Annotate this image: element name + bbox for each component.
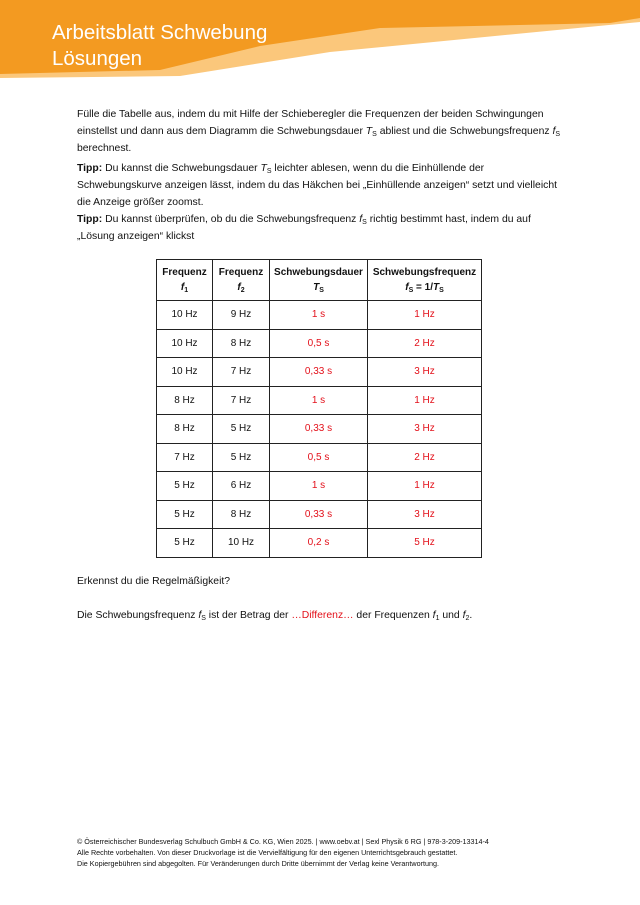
- page-title: [52, 20, 267, 72]
- cell-f2: 5 Hz: [213, 415, 270, 444]
- footer-rights: Alle Rechte vorbehalten. Von dieser Druckvorlage ist die Vervielfältigung für den eigenen Unterrichtsgebrauch gestattet.: [77, 848, 458, 857]
- cell-f2: 7 Hz: [213, 358, 270, 387]
- header-banner: [0, 0, 640, 80]
- table-body: [157, 301, 482, 558]
- cell-f1: 7 Hz: [157, 443, 213, 472]
- cell-beat-frequency: 5 Hz: [368, 529, 482, 558]
- answer-text: Die Schwebungsfrequenz $f_S$ ist der Betrag der …Differenz… der Frequenzen $f_1$ und $f_2$.: [77, 610, 473, 622]
- tip-1: Tipp: Du kannst die Schwebungsdauer $T_S$ leichter ablesen, wenn du die Einhüllende der Schwebungskurve anzeigen lässt, indem du das Häkchen bei „Einhüllende anzeigen“ setzt und vielleicht die Anzeige größer zoomst.: [77, 163, 557, 208]
- cell-f2: 7 Hz: [213, 386, 270, 415]
- cell-beat-frequency: 3 Hz: [368, 500, 482, 529]
- cell-beat-frequency: 1 Hz: [368, 472, 482, 501]
- table-row: [157, 443, 482, 472]
- cell-f2: 8 Hz: [213, 500, 270, 529]
- cell-beat-frequency: 3 Hz: [368, 415, 482, 444]
- footer: [77, 836, 489, 869]
- cell-f1: 8 Hz: [157, 386, 213, 415]
- cell-period: 1 s: [270, 301, 368, 330]
- cell-beat-frequency: 1 Hz: [368, 301, 482, 330]
- cell-f1: 10 Hz: [157, 301, 213, 330]
- cell-beat-frequency: 3 Hz: [368, 358, 482, 387]
- cell-f2: 5 Hz: [213, 443, 270, 472]
- cell-period: 0,33 s: [270, 358, 368, 387]
- cell-f2: 8 Hz: [213, 329, 270, 358]
- table-header-row: [157, 260, 482, 301]
- table-row: [157, 529, 482, 558]
- cell-period: 1 s: [270, 386, 368, 415]
- tip-2: Tipp: Du kannst überprüfen, ob du die Schwebungsfrequenz $f_S$ richtig bestimmt hast, indem du auf „Lösung anzeigen“ klickst: [77, 214, 531, 242]
- table-row: [157, 301, 482, 330]
- cell-period: 0,5 s: [270, 329, 368, 358]
- cell-f1: 5 Hz: [157, 529, 213, 558]
- cell-f1: 10 Hz: [157, 329, 213, 358]
- table-row: [157, 500, 482, 529]
- table-row: [157, 386, 482, 415]
- table-row: [157, 329, 482, 358]
- header-frequency-1: Frequenz $f_1$: [157, 260, 213, 301]
- instructions: [77, 106, 565, 245]
- table-row: [157, 472, 482, 501]
- answer-highlight: …Differenz…: [291, 610, 354, 621]
- cell-period: 0,5 s: [270, 443, 368, 472]
- header-beat-frequency: Schwebungsfrequenz $f_S = 1/T_S$: [368, 260, 482, 301]
- header-beat-period: Schwebungsdauer $T_S$: [270, 260, 368, 301]
- cell-period: 0,2 s: [270, 529, 368, 558]
- question-text: Erkennst du die Regelmäßigkeit?: [77, 576, 231, 587]
- cell-period: 0,33 s: [270, 415, 368, 444]
- footer-copyright: © Österreichischer Bundesverlag Schulbuch GmbH & Co. KG, Wien 2025. | www.oebv.at | Sexl Physik 6 RG | 978-3-209-13314-4: [77, 837, 489, 846]
- cell-period: 1 s: [270, 472, 368, 501]
- cell-period: 0,33 s: [270, 500, 368, 529]
- cell-f2: 6 Hz: [213, 472, 270, 501]
- cell-f1: 8 Hz: [157, 415, 213, 444]
- title-line-2: Lösungen: [52, 47, 143, 70]
- cell-f2: 9 Hz: [213, 301, 270, 330]
- header-frequency-2: Frequenz $f_2$: [213, 260, 270, 301]
- cell-beat-frequency: 1 Hz: [368, 386, 482, 415]
- cell-f1: 10 Hz: [157, 358, 213, 387]
- table-row: [157, 415, 482, 444]
- cell-beat-frequency: 2 Hz: [368, 329, 482, 358]
- footer-disclaimer: Die Kopiergebühren sind abgegolten. Für Veränderungen durch Dritte übernimmt der Verlag keine Verantwortung.: [77, 859, 439, 868]
- title-line-1: Arbeitsblatt Schwebung: [52, 21, 268, 44]
- cell-f1: 5 Hz: [157, 500, 213, 529]
- frequency-table: [156, 259, 482, 558]
- cell-beat-frequency: 2 Hz: [368, 443, 482, 472]
- intro-paragraph: Fülle die Tabelle aus, indem du mit Hilfe der Schieberegler die Frequenzen der beiden Schwingungen einstellst und dann aus dem Diagramm die Schwebungsdauer $T_S$ abliest und die Schwebungsfrequenz $f_S$ berechnest.: [77, 109, 560, 154]
- cell-f2: 10 Hz: [213, 529, 270, 558]
- table-row: [157, 358, 482, 387]
- cell-f1: 5 Hz: [157, 472, 213, 501]
